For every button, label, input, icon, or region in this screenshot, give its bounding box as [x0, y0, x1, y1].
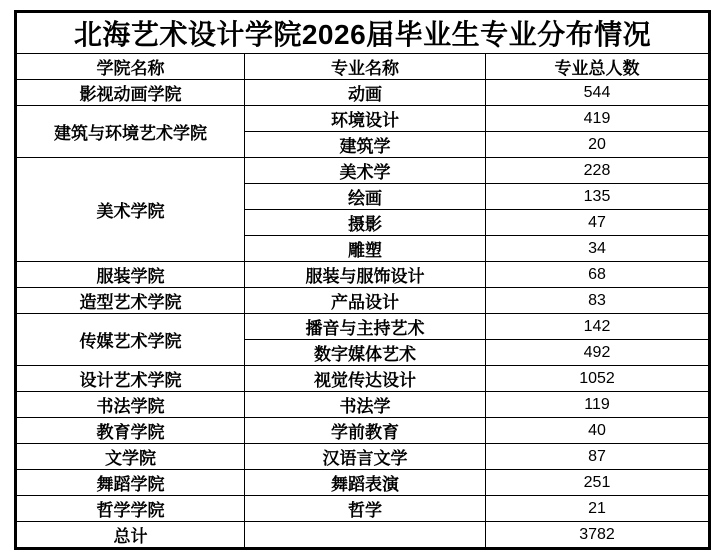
table-row	[16, 418, 710, 444]
total-row	[16, 522, 710, 549]
college-cell: 美术学院	[16, 158, 245, 262]
major-cell: 舞蹈表演	[245, 470, 486, 496]
page-title: 北海艺术设计学院2026届毕业生专业分布情况	[16, 12, 710, 54]
count-cell: 83	[486, 288, 710, 314]
major-cell: 环境设计	[245, 106, 486, 132]
total-label-cell: 总计	[16, 522, 245, 549]
count-cell: 68	[486, 262, 710, 288]
major-cell: 绘画	[245, 184, 486, 210]
total-major-cell	[245, 522, 486, 549]
column-header-college: 学院名称	[16, 54, 245, 80]
header-row	[16, 54, 710, 80]
college-cell: 造型艺术学院	[16, 288, 245, 314]
major-cell: 哲学	[245, 496, 486, 522]
major-cell: 数字媒体艺术	[245, 340, 486, 366]
count-cell: 142	[486, 314, 710, 340]
college-cell: 设计艺术学院	[16, 366, 245, 392]
count-cell: 492	[486, 340, 710, 366]
college-cell: 教育学院	[16, 418, 245, 444]
table-row	[16, 496, 710, 522]
table-head	[16, 12, 710, 80]
table-row	[16, 158, 710, 184]
college-cell: 书法学院	[16, 392, 245, 418]
college-cell: 传媒艺术学院	[16, 314, 245, 366]
table-row	[16, 314, 710, 340]
column-header-major: 专业名称	[245, 54, 486, 80]
college-cell: 服装学院	[16, 262, 245, 288]
table-row	[16, 288, 710, 314]
table-row	[16, 80, 710, 106]
table-row	[16, 106, 710, 132]
major-cell: 美术学	[245, 158, 486, 184]
college-cell: 舞蹈学院	[16, 470, 245, 496]
college-cell: 影视动画学院	[16, 80, 245, 106]
count-cell: 1052	[486, 366, 710, 392]
count-cell: 87	[486, 444, 710, 470]
major-cell: 学前教育	[245, 418, 486, 444]
count-cell: 34	[486, 236, 710, 262]
major-cell: 汉语言文学	[245, 444, 486, 470]
count-cell: 47	[486, 210, 710, 236]
table-row	[16, 444, 710, 470]
count-cell: 119	[486, 392, 710, 418]
major-cell: 建筑学	[245, 132, 486, 158]
count-cell: 40	[486, 418, 710, 444]
major-cell: 产品设计	[245, 288, 486, 314]
column-header-count: 专业总人数	[486, 54, 710, 80]
major-cell: 雕塑	[245, 236, 486, 262]
table-row	[16, 392, 710, 418]
college-cell: 哲学学院	[16, 496, 245, 522]
title-row	[16, 12, 710, 54]
table-row	[16, 470, 710, 496]
count-cell: 20	[486, 132, 710, 158]
major-cell: 视觉传达设计	[245, 366, 486, 392]
count-cell: 135	[486, 184, 710, 210]
major-cell: 书法学	[245, 392, 486, 418]
count-cell: 419	[486, 106, 710, 132]
count-cell: 228	[486, 158, 710, 184]
major-cell: 服装与服饰设计	[245, 262, 486, 288]
major-cell: 播音与主持艺术	[245, 314, 486, 340]
major-distribution-table	[14, 10, 711, 550]
major-cell: 动画	[245, 80, 486, 106]
table-row	[16, 366, 710, 392]
count-cell: 21	[486, 496, 710, 522]
major-cell: 摄影	[245, 210, 486, 236]
table-footer	[16, 522, 710, 549]
table-body	[16, 80, 710, 522]
count-cell: 544	[486, 80, 710, 106]
count-cell: 251	[486, 470, 710, 496]
table-row	[16, 262, 710, 288]
college-cell: 建筑与环境艺术学院	[16, 106, 245, 158]
total-count-cell: 3782	[486, 522, 710, 549]
college-cell: 文学院	[16, 444, 245, 470]
